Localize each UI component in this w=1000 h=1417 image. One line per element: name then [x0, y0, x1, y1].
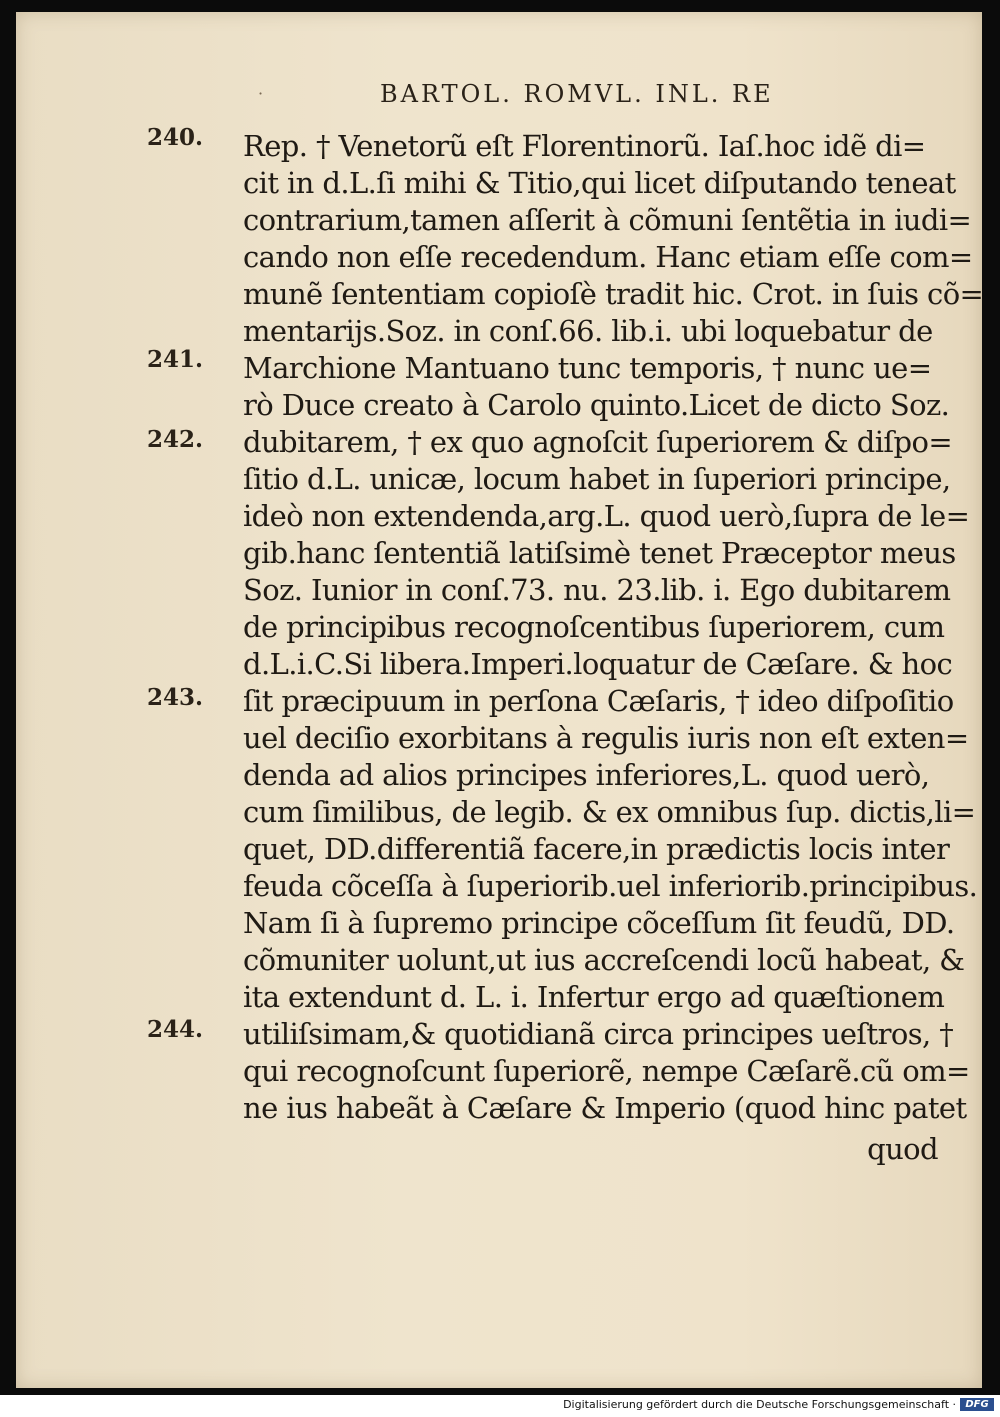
margin-number-241: 241. — [147, 346, 204, 373]
text-line: feuda cõceſſa à ſuperiorib.uel inferiorib.principibus. — [243, 869, 978, 903]
text-line: ideò non extendenda,arg.L. quod uerò,ſupra de le= — [243, 499, 970, 533]
text-line: gib.hanc ſententiã latiſsimè tenet Præceptor meus — [243, 536, 956, 570]
text-line: cando non eſſe recedendum. Hanc etiam eſſe com= — [243, 240, 973, 274]
text-line: ne ius habeãt à Cæſare & Imperio (quod hinc patet — [243, 1091, 967, 1125]
catchword: quod — [867, 1132, 938, 1166]
text-line: Nam ſi à ſupremo principe cõceſſum ſit feudũ, DD. — [243, 906, 955, 940]
text-line: munẽ ſententiam copioſè tradit hic. Crot. in ſuis cõ= — [243, 277, 984, 311]
text-line: cit in d.L.ſi mihi & Titio,qui licet diſputando teneat — [243, 166, 956, 200]
text-line: cõmuniter uolunt,ut ius accreſcendi locũ habeat, & — [243, 943, 965, 977]
text-line: dubitarem, † ex quo agnoſcit ſuperiorem & diſpo= — [243, 425, 953, 459]
text-line: ita extendunt d. L. i. Infertur ergo ad quæſtionem — [243, 980, 945, 1014]
text-line: Marchione Mantuano tunc temporis, † nunc ue= — [243, 351, 932, 385]
header-mark: · — [258, 84, 264, 103]
margin-number-244: 244. — [147, 1016, 204, 1043]
footer-credit: Digitalisierung gefördert durch die Deutsche Forschungsgemeinschaft · — [563, 1398, 956, 1411]
text-line: denda ad alios principes inferiores,L. quod uerò, — [243, 758, 930, 792]
margin-number-242: 242. — [147, 426, 204, 453]
text-line: mentarijs.Soz. in conſ.66. lib.i. ubi loquebatur de — [243, 314, 933, 348]
text-line: de principibus recognoſcentibus ſuperiorem, cum — [243, 610, 945, 644]
text-line: qui recognoſcunt ſuperiorẽ, nempe Cæſarẽ.cũ om= — [243, 1054, 970, 1088]
text-line: quet, DD.differentiã facere,in prædictis locis inter — [243, 832, 950, 866]
dfg-logo-icon[interactable]: DFG — [960, 1398, 994, 1411]
text-line: contrarium,tamen aſſerit à cõmuni ſentẽtia in iudi= — [243, 203, 972, 237]
text-line: utiliſsimam,& quotidianã circa principes ueſtros, † — [243, 1017, 954, 1051]
text-line: Soz. Iunior in conſ.73. nu. 23.lib. i. Ego dubitarem — [243, 573, 951, 607]
margin-number-243: 243. — [147, 684, 204, 711]
text-line: d.L.i.C.Si libera.Imperi.loquatur de Cæſare. & hoc — [243, 647, 953, 681]
text-line: ſitio d.L. unicæ, locum habet in ſuperiori principe, — [243, 462, 951, 496]
margin-number-240: 240. — [147, 124, 204, 151]
running-title: BARTOL. ROMVL. INL. RE — [380, 80, 774, 108]
text-line: cum ſimilibus, de legib. & ex omnibus ſup. dictis,li= — [243, 795, 976, 829]
text-line: uel deciſio exorbitans à regulis iuris non eſt exten= — [243, 721, 969, 755]
text-line: ſit præcipuum in perſona Cæſaris, † ideo diſpoſitio — [243, 684, 954, 718]
text-line: rò Duce creato à Carolo quinto.Licet de dicto Soz. — [243, 388, 950, 422]
text-line: Rep. † Venetorũ eſt Florentinorũ. Iaſ.hoc idẽ di= — [243, 129, 926, 163]
